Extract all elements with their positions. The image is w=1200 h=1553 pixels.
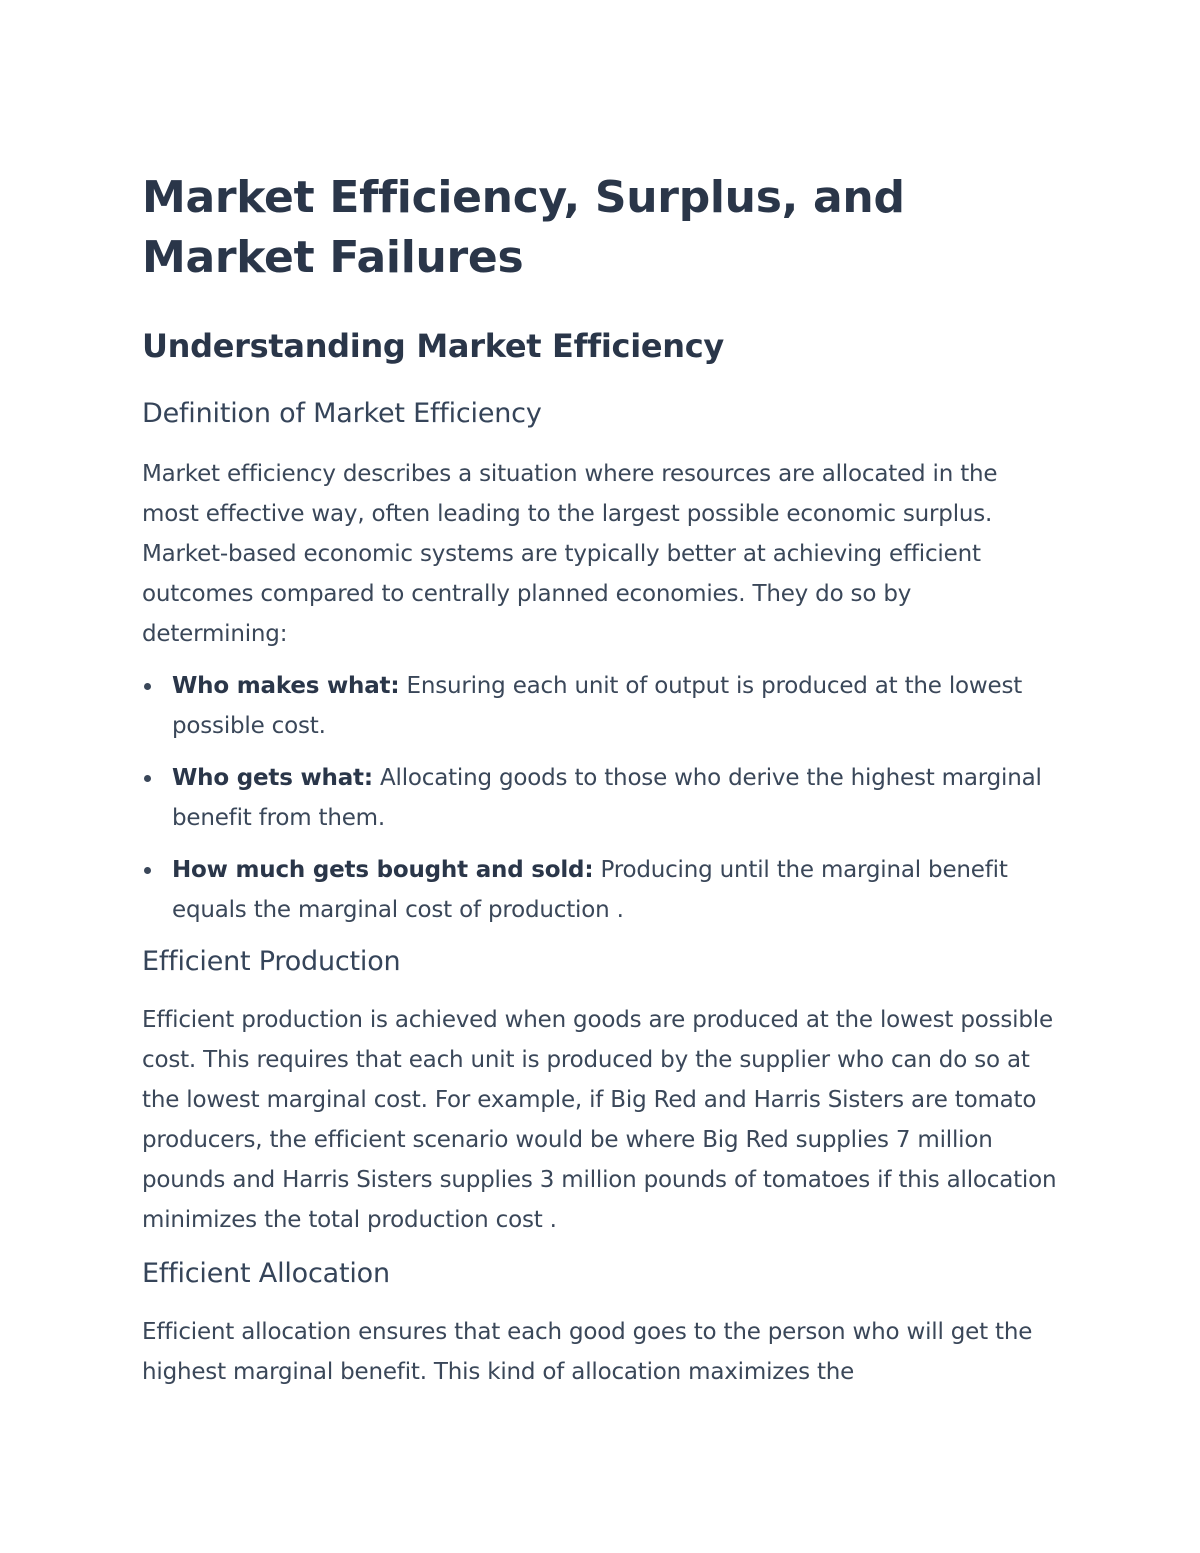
- bullet-text: Ensuring each unit of output is produced at the lowest possible cost.: [172, 673, 1023, 739]
- bullet-term: How much gets bought and sold: [172, 857, 585, 883]
- bullet-term: Who makes what: [172, 673, 391, 699]
- production-heading: Efficient Production: [142, 946, 401, 977]
- bullet-term: Who gets what: [172, 765, 364, 791]
- bullet-text: Producing until the marginal benefit equals the marginal cost of production .: [172, 857, 1008, 923]
- allocation-paragraph: Efficient allocation ensures that each good goes to the person who will get the highest marginal benefit. This kind of allocation maximizes the: [142, 1319, 1033, 1385]
- definition-heading: Definition of Market Efficiency: [142, 398, 542, 429]
- section-heading: Understanding Market Efficiency: [142, 327, 724, 365]
- definition-bullet-list: [142, 666, 1057, 930]
- bullet-text: Allocating goods to those who derive the highest marginal benefit from them.: [172, 765, 1042, 831]
- bullet-icon: [144, 683, 151, 690]
- list-item: Who gets what: Allocating goods to those who derive the highest marginal benefit from them.: [142, 758, 1057, 838]
- allocation-heading: Efficient Allocation: [142, 1258, 390, 1289]
- document-page: [142, 168, 1082, 1392]
- definition-paragraph: Market efficiency describes a situation where resources are allocated in the most effective way, often leading to the largest possible economic surplus. Market-based economic systems are typically better at achieving efficient outcomes compared to centrally planned economies. They do so by determining:: [142, 461, 998, 647]
- production-paragraph: Efficient production is achieved when goods are produced at the lowest possible cost. This requires that each unit is produced by the supplier who can do so at the lowest marginal cost. For example, if Big Red and Harris Sisters are tomato producers, the efficient scenario would be where Big Red supplies 7 million pounds and Harris Sisters supplies 3 million pounds of tomatoes if this allocation minimizes the total production cost .: [142, 1007, 1057, 1233]
- bullet-icon: [144, 867, 151, 874]
- bullet-icon: [144, 775, 151, 782]
- list-item: How much gets bought and sold: Producing until the marginal benefit equals the marginal cost of production .: [142, 850, 1057, 930]
- list-item: Who makes what: Ensuring each unit of output is produced at the lowest possible cost.: [142, 666, 1057, 746]
- document-title: Market Efficiency, Surplus, and Market Failures: [142, 172, 905, 283]
